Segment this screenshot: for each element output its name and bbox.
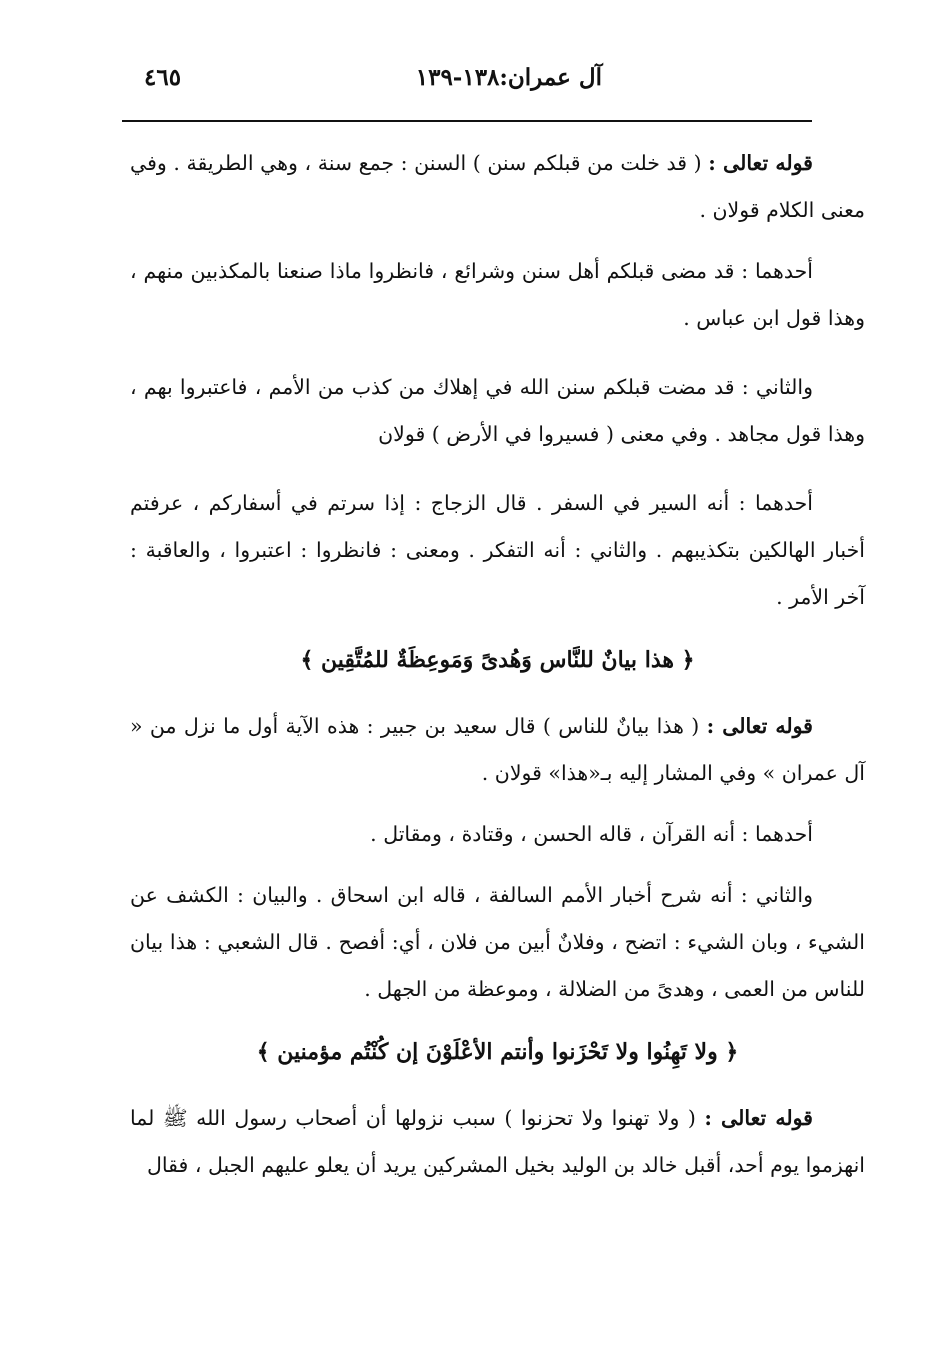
running-title: آل عمران:١٣٨-١٣٩	[415, 64, 602, 91]
paragraph-travel-meaning	[130, 480, 865, 621]
paragraph-commentary-wahn	[130, 1095, 865, 1189]
page-number: ٤٦٥	[144, 64, 182, 91]
paragraph-first-opinion	[130, 248, 865, 342]
paragraph-text: أحدهما : قد مضى قبلكم أهل سنن وشرائع ، فانظروا ماذا صنعنا بالمكذبين منهم ، وهذا قول ابن عباس .	[130, 259, 865, 330]
paragraph-commentary-sunan	[130, 140, 865, 234]
paragraph-text: أحدهما : أنه السير في السفر . قال الزجاج : إذا سرتم في أسفاركم ، عرفتم أخبار الهالكين بتكذيبهم . والثاني : أنه التفكر . ومعنى : فانظروا : اعتبروا ، والعاقبة : آخر الأمر .	[130, 491, 865, 609]
paragraph-quran-opinion	[130, 811, 865, 858]
paragraph-text: أحدهما : أنه القرآن ، قاله الحسن ، وقتادة ، ومقاتل .	[370, 822, 813, 846]
running-head	[122, 58, 812, 98]
verse-lead-label: قوله تعالى :	[706, 714, 813, 738]
header-divider	[122, 120, 812, 122]
paragraph-text: ( ولا تهنوا ولا تحزنوا ) سبب نزولها أن أصحاب رسول الله ﷺ لما انهزموا يوم أحد، أقبل خالد بن الوليد بخيل المشركين يريد أن يعلو عليهم الجبل ، فقال	[130, 1106, 865, 1177]
paragraph-commentary-bayan	[130, 703, 865, 797]
paragraph-text: والثاني : قد مضت قبلكم سنن الله في إهلاك من كذب من الأمم ، فاعتبروا بهم ، وهذا قول مجاهد . وفي معنى ( فسيروا في الأرض ) قولان	[130, 375, 865, 446]
paragraph-second-opinion	[130, 364, 865, 458]
quran-verse-138: ﴿ هذا بيانٌ للنَّاس وَهُدىً وَمَوعِظَةٌ للمُتَّقِين ﴾	[300, 647, 695, 673]
quran-verse-139: ﴿ ولا تَهِنُوا ولا تَحْزَنوا وأنتم الأعْلَوْنَ إن كُنْتُم مؤمنين ﴾	[256, 1039, 739, 1065]
paragraph-history-opinion	[130, 872, 865, 1013]
verse-lead-label: قوله تعالى :	[704, 1106, 813, 1130]
verse-lead-label: قوله تعالى :	[708, 151, 813, 175]
paragraph-text: والثاني : أنه شرح أخبار الأمم السالفة ، قاله ابن اسحاق . والبيان : الكشف عن الشيء ، وبان الشيء : اتضح ، وفلانٌ أبين من فلان ، أي: أفصح . قال الشعبي : هذا بيان للناس من العمى ، وهدىً من الضلالة ، وموعظة من الجهل .	[130, 883, 865, 1001]
paragraph-text: ( هذا بيانٌ للناس ) قال سعيد بن جبير : هذه الآية أول ما نزل من « آل عمران » وفي المشار إليه بـ«هذا» قولان .	[130, 714, 865, 785]
paragraph-text: ( قد خلت من قبلكم سنن ) السنن : جمع سنة ، وهي الطريقة . وفي معنى الكلام قولان .	[130, 151, 865, 222]
body-text	[130, 140, 865, 1211]
